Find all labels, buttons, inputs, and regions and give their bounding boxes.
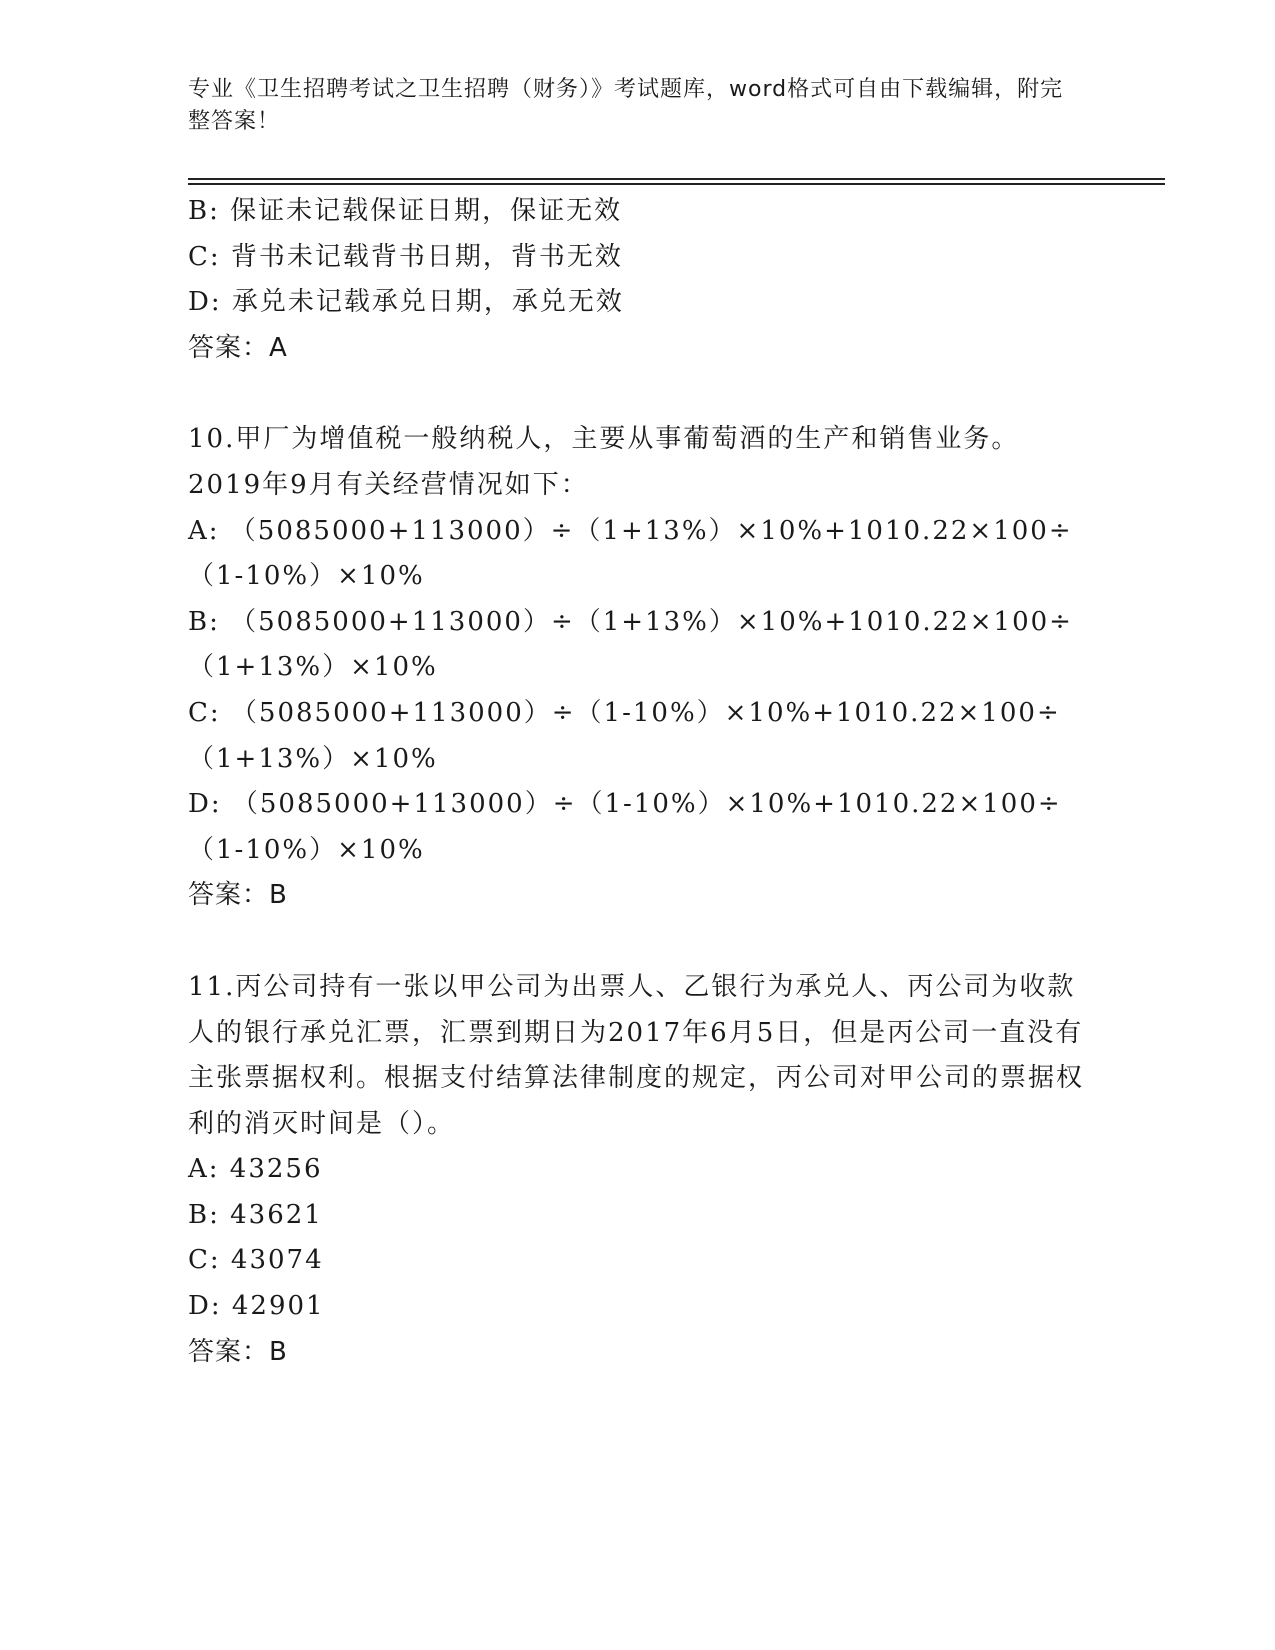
answer: 答案：B bbox=[188, 880, 288, 911]
option-d: D: （5085000+113000）÷（1-10%）×10%+1010.22×100÷（1-10%）×10% bbox=[188, 789, 1062, 865]
answer: 答案：B bbox=[188, 1336, 288, 1367]
question-10 bbox=[188, 417, 1088, 919]
header-rule-bottom bbox=[188, 183, 1165, 185]
option-c: C: （5085000+113000）÷（1-10%）×10%+1010.22×100÷（1+13%）×10% bbox=[188, 697, 1061, 774]
option-b: B: 保证未记载保证日期，保证无效 bbox=[188, 196, 623, 226]
question-11 bbox=[188, 965, 1088, 1375]
option-c: C: 背书未记载背书日期，背书无效 bbox=[188, 241, 623, 272]
header-rule-top bbox=[188, 178, 1165, 180]
option-d: D: 42901 bbox=[188, 1291, 325, 1322]
option-c: C: 43074 bbox=[188, 1245, 324, 1276]
question-list bbox=[188, 189, 1088, 1375]
spacer bbox=[188, 919, 1088, 965]
spacer bbox=[188, 371, 1088, 417]
option-b: B: （5085000+113000）÷（1+13%）×10%+1010.22×100÷（1+13%）×10% bbox=[188, 606, 1073, 683]
option-b: B: 43621 bbox=[188, 1199, 323, 1230]
question-9 bbox=[188, 189, 1088, 371]
question-stem: 11.丙公司持有一张以甲公司为出票人、乙银行为承兑人、丙公司为收款人的银行承兑汇票，汇票到期日为2017年6月5日，但是丙公司一直没有主张票据权利。根据支付结算法律制度的规定，丙公司对甲公司的票据权利的消灭时间是（）。 bbox=[188, 971, 1085, 1139]
document-header: 专业《卫生招聘考试之卫生招聘（财务）》考试题库，word格式可自由下载编辑，附完整答案！ bbox=[188, 77, 1064, 134]
option-a: A: 43256 bbox=[188, 1154, 323, 1185]
answer: 答案：A bbox=[188, 332, 288, 363]
question-stem: 10.甲厂为增值税一般纳税人，主要从事葡萄酒的生产和销售业务。2019年9月有关经营情况如下： bbox=[188, 424, 1020, 500]
option-a: A: （5085000+113000）÷（1+13%）×10%+1010.22×100÷（1-10%）×10% bbox=[188, 515, 1073, 592]
option-d: D: 承兑未记载承兑日期，承兑无效 bbox=[188, 287, 624, 318]
